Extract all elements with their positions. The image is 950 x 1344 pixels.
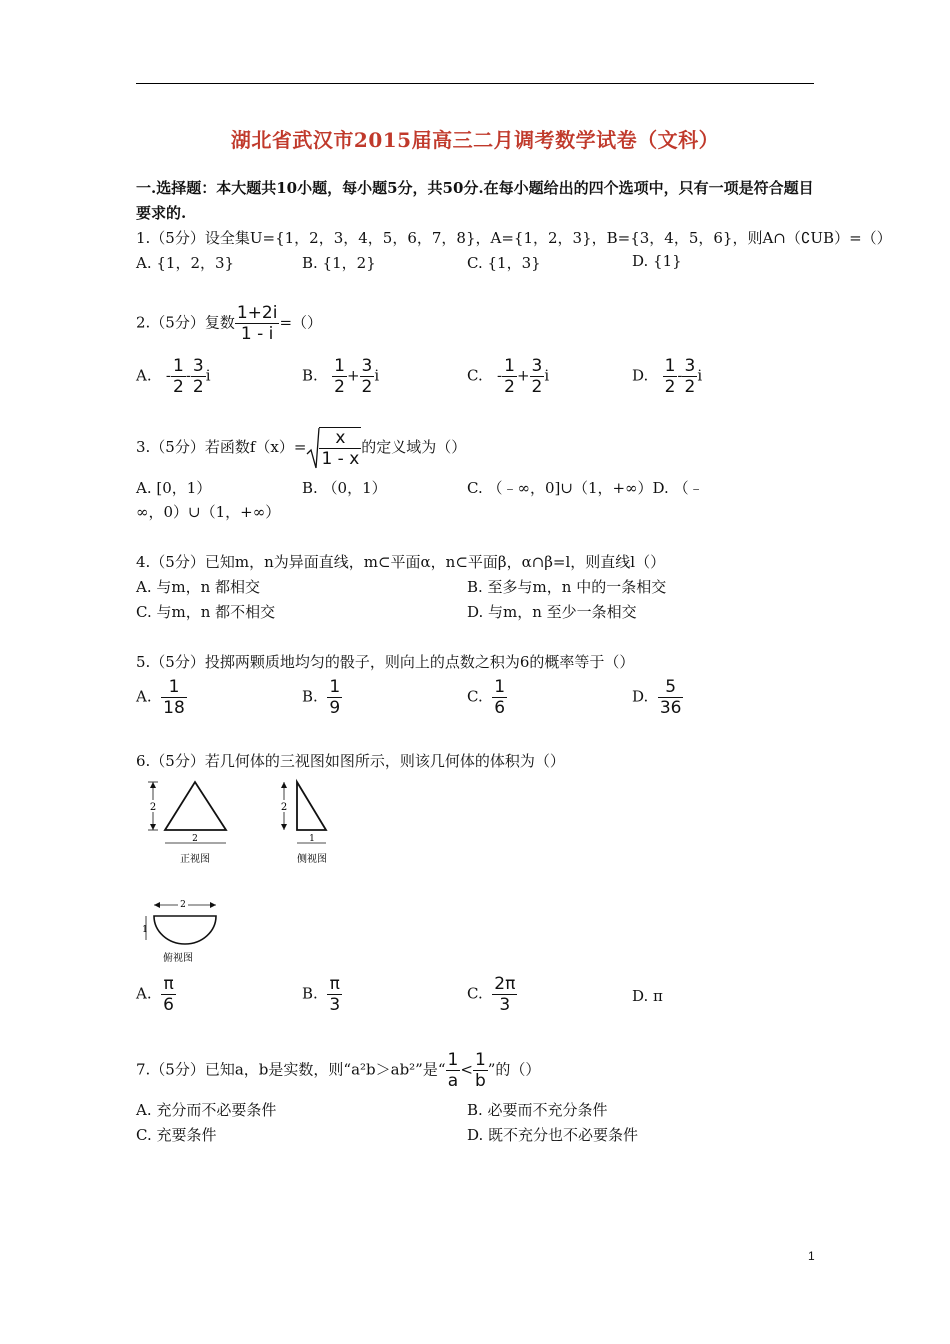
q2-d-i: i [697,366,703,385]
question-1-stem: 1.（5分）设全集U={1，2，3，4，5，6，7，8}，A={1，2，3}，B={3，4，5，6}，则A∩（∁UB）=（） [136,229,892,247]
question-3-stem [136,426,466,470]
q1-option-c[interactable]: C. {1，3} [467,254,541,272]
page-title: 湖北省武汉市2015届高三二月调考数学试卷（文科） [230,128,720,152]
q7-option-c[interactable]: C. 充要条件 [136,1126,217,1144]
q2-c-frac1 [502,356,517,397]
q3-option-c[interactable]: C. （﹣∞，0]∪（1，+∞）D. （﹣ [467,479,704,497]
q2-a-i: i [205,366,211,385]
q7-option-b[interactable]: B. 必要而不充分条件 [467,1101,608,1119]
q5-a-den: 18 [163,698,185,718]
q6-option-b[interactable] [302,974,342,1015]
q5-a-num: 1 [161,677,187,698]
side-view-figure [272,778,342,870]
q7-option-a[interactable]: A. 充分而不必要条件 [136,1101,277,1119]
q2-d-d2: 2 [684,377,696,397]
q6-c-frac [492,974,517,1015]
q4-option-c[interactable]: C. 与m，n 都不相交 [136,603,276,621]
top-view-figure [136,898,226,964]
q2-b-frac1 [332,356,347,397]
q2-d-frac1 [663,356,678,397]
q2-c-sign: - [497,366,503,385]
q6-a-label: A. [136,984,152,1003]
q1-option-d[interactable]: D. {1} [632,252,682,270]
q3-prefix: 3.（5分）若函数f（x）= [136,438,307,456]
section-heading: 一.选择题：本大题共10小题，每小题5分，共50分.在每小题给出的四个选项中，只有一项是符合题目要求的. [136,179,814,222]
q5-d-label: D. [632,687,649,706]
q3-fraction [319,427,361,469]
q3-numerator: x [319,428,361,449]
q2-c-n2: 3 [531,356,543,376]
q5-c-frac [492,677,507,718]
q6-b-label: B. [302,984,318,1003]
q7-n2: 1 [474,1050,486,1070]
q2-a-sign: - [165,366,171,385]
q2-fraction [235,303,280,344]
q2-b-d1: 2 [334,377,345,397]
q5-b-frac [327,677,342,718]
page-number: 1 [808,1249,815,1263]
q7-frac1 [446,1050,461,1091]
q2-d-n2: 3 [684,356,696,376]
q2-b-op: + [346,366,360,385]
q5-c-label: C. [467,687,483,706]
q2-b-d2: 2 [361,377,373,397]
front-view-label: 正视图 [180,854,210,865]
q2-a-label: A. [136,366,152,385]
q2-c-i: i [544,366,550,385]
q5-b-label: B. [302,687,318,706]
top-width-label: 2 [180,900,186,910]
q7-n1: 1 [447,1050,459,1070]
q5-d-num: 5 [658,677,684,698]
q5-a-frac [161,677,187,718]
q7-frac2 [473,1050,488,1091]
q2-d-op: - [677,366,683,385]
q5-b-num: 1 [329,677,341,697]
q2-d-frac2 [682,356,697,397]
q2-b-n1: 1 [334,356,345,376]
front-view-figure [140,778,240,870]
q2-b-label: B. [302,366,318,385]
question-5-stem: 5.（5分）投掷两颗质地均匀的骰子，则向上的点数之积为6的概率等于（） [136,653,635,671]
q6-b-den: 3 [329,995,341,1015]
q2-a-n1: 1 [173,356,184,376]
q3-denominator: 1 - x [321,449,360,469]
q5-option-d[interactable] [632,677,683,718]
q2-b-n2: 3 [361,356,373,376]
q2-b-frac2 [360,356,375,397]
q1-option-a[interactable]: A. {1，2，3} [136,254,235,272]
q4-option-b[interactable]: B. 至多与m，n 中的一条相交 [467,578,667,596]
q6-c-den: 3 [499,995,511,1015]
q7-prefix: 7.（5分）已知a，b是实数，则“a²b＞ab²”是“ [136,1060,446,1079]
q4-option-d[interactable]: D. 与m，n 至少一条相交 [467,603,637,621]
q6-b-num: π [327,974,342,995]
q2-numerator: 1+2i [236,303,278,323]
q2-a-op: - [185,366,191,385]
q2-c-label: C. [467,366,483,385]
q6-option-d[interactable]: D. π [632,987,663,1005]
q2-option-c[interactable] [467,356,549,397]
q5-c-den: 6 [494,698,506,718]
q3-option-b[interactable]: B. （0，1） [302,479,387,497]
question-4-stem: 4.（5分）已知m，n为异面直线，m⊂平面α，n⊂平面β，α∩β=l，则直线l（） [136,553,666,571]
q2-c-d2: 2 [531,377,543,397]
q2-d-n1: 1 [664,356,676,376]
q7-suffix: ”的（） [487,1060,541,1079]
q2-d-d1: 2 [664,377,676,397]
q2-c-d1: 2 [504,377,515,397]
q2-a-frac1 [171,356,186,397]
side-height-label: 2 [280,802,288,813]
q4-option-a[interactable]: A. 与m，n 都相交 [136,578,261,596]
q2-a-d2: 2 [192,377,204,397]
q2-a-n2: 3 [192,356,204,376]
q3-option-d-continued[interactable]: ∞，0）∪（1，+∞） [136,503,281,521]
side-view-label: 侧视图 [297,854,327,865]
top-view-label: 俯视图 [163,953,193,964]
q1-option-b[interactable]: B. {1，2} [302,254,376,272]
question-6-stem: 6.（5分）若几何体的三视图如图所示，则该几何体的体积为（） [136,752,565,770]
question-2-stem [136,303,322,344]
q2-a-d1: 2 [173,377,184,397]
q7-lt: < [460,1060,473,1079]
q6-a-num: π [161,974,176,995]
q7-d2: b [474,1071,486,1091]
q2-c-frac2 [530,356,545,397]
sqrt-icon [306,426,320,470]
q3-option-a[interactable]: A. [0，1） [136,479,212,497]
q2-denominator: 1 - i [240,324,274,344]
q6-option-a[interactable] [136,974,176,1015]
q5-option-b[interactable] [302,677,342,718]
q2-option-d[interactable] [632,356,702,397]
q6-a-frac [161,974,176,1015]
q2-b-i: i [374,366,380,385]
q2-c-n1: 1 [504,356,515,376]
q2-prefix: 2.（5分）复数 [136,313,235,332]
front-width-label: 2 [192,834,198,844]
q5-d-den: 36 [659,698,682,718]
q5-c-num: 1 [494,677,506,697]
q6-c-num: 2π [494,974,516,994]
q5-d-frac [658,677,684,718]
q5-b-den: 9 [329,698,341,718]
q6-a-den: 6 [163,995,174,1015]
front-height-label: 2 [149,802,157,813]
question-7-stem [136,1050,540,1091]
q7-option-d[interactable]: D. 既不充分也不必要条件 [467,1126,639,1144]
q2-suffix: =（） [279,313,323,332]
q2-option-b[interactable] [302,356,379,397]
q3-suffix: 的定义域为（） [361,438,467,456]
q5-option-c[interactable] [467,677,507,718]
q5-option-a[interactable] [136,677,187,718]
q5-a-label: A. [136,687,152,706]
q6-b-frac [327,974,342,1015]
q7-d1: a [447,1071,459,1091]
q2-option-a[interactable] [136,356,211,397]
side-width-label: 1 [309,834,315,844]
q6-c-label: C. [467,984,483,1003]
q2-d-label: D. [632,366,649,385]
top-depth-label: 1 [142,925,148,935]
q6-option-c[interactable] [467,974,517,1015]
q2-c-op: + [516,366,530,385]
q2-a-frac2 [191,356,206,397]
header-rule [136,83,814,84]
